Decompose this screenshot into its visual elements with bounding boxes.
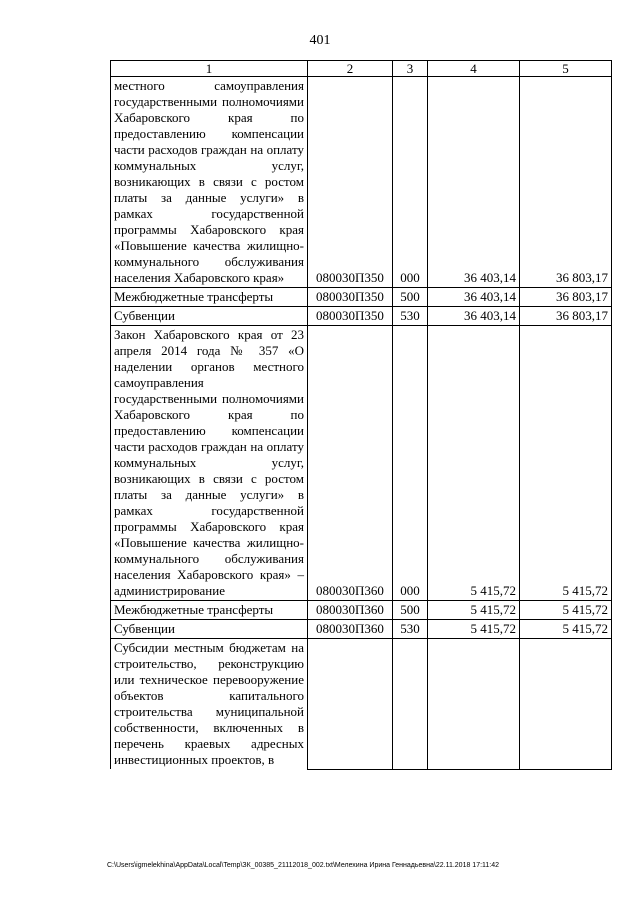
row-value-5: 36 803,17 <box>520 77 612 288</box>
column-header: 4 <box>428 61 520 77</box>
row-value-4: 5 415,72 <box>428 620 520 639</box>
row-vr: 530 <box>393 620 428 639</box>
budget-table <box>110 60 612 770</box>
row-code: 080030П360 <box>308 601 393 620</box>
row-vr: 000 <box>393 77 428 288</box>
row-value-5: 5 415,72 <box>520 326 612 601</box>
row-vr <box>393 639 428 770</box>
row-value-4: 36 403,14 <box>428 77 520 288</box>
table-row <box>111 601 612 620</box>
row-value-4: 36 403,14 <box>428 307 520 326</box>
row-code: 080030П360 <box>308 620 393 639</box>
table-row <box>111 77 612 288</box>
row-name: Субвенции <box>111 307 308 326</box>
row-value-4: 5 415,72 <box>428 601 520 620</box>
row-vr: 000 <box>393 326 428 601</box>
file-path-footer: C:\Users\igmelekhina\AppData\Local\Temp\ЗК_00385_21112018_002.txt\Мелехина Ирина Геннадьевна\22.11.2018 17:11:42 <box>107 862 500 869</box>
row-code: 080030П350 <box>308 77 393 288</box>
table-row <box>111 326 612 601</box>
row-name: Межбюджетные трансферты <box>111 601 308 620</box>
row-value-5: 5 415,72 <box>520 620 612 639</box>
column-header: 1 <box>111 61 308 77</box>
row-name: местного самоуправления государственными полномочиями Хабаровского края по предоставлению компенсации части расходов граждан на оплату коммунальных услуг, возникающих в связи с ростом платы за данные услуги» в рамках государственной программы Хабаровского края «Повышение качества жилищно-коммунального обслуживания населения Хабаровского края» <box>111 77 308 288</box>
row-code: 080030П350 <box>308 307 393 326</box>
row-value-5 <box>520 639 612 770</box>
row-value-5: 36 803,17 <box>520 288 612 307</box>
table-header-row <box>111 61 612 77</box>
row-name: Межбюджетные трансферты <box>111 288 308 307</box>
column-header: 5 <box>520 61 612 77</box>
row-value-5: 36 803,17 <box>520 307 612 326</box>
column-header: 3 <box>393 61 428 77</box>
table-row <box>111 288 612 307</box>
row-name: Закон Хабаровского края от 23 апреля 2014 года № 357 «О наделении органов местного самоуправления государственными полномочиями Хабаровского края по предоставлению компенсации части расходов граждан на оплату коммунальных услуг, возникающих в связи с ростом платы за данные услуги» в рамках государственной программы Хабаровского края «Повышение качества жилищно-коммунального обслуживания населения Хабаровского края» – администрирование <box>111 326 308 601</box>
row-name: Субвенции <box>111 620 308 639</box>
row-value-4: 5 415,72 <box>428 326 520 601</box>
row-code <box>308 639 393 770</box>
table-row <box>111 620 612 639</box>
row-vr: 500 <box>393 601 428 620</box>
row-code: 080030П360 <box>308 326 393 601</box>
row-vr: 530 <box>393 307 428 326</box>
row-name: Субсидии местным бюджетам на строительство, реконструкцию или техническое перевооружение объектов капитального строительства муниципальной собственности, включенных в перечень краевых адресных инвестиционных проектов, в <box>111 639 308 770</box>
row-value-4: 36 403,14 <box>428 288 520 307</box>
page-number: 401 <box>309 33 331 48</box>
table-row <box>111 639 612 770</box>
row-vr: 500 <box>393 288 428 307</box>
row-value-5: 5 415,72 <box>520 601 612 620</box>
row-value-4 <box>428 639 520 770</box>
column-header: 2 <box>308 61 393 77</box>
row-code: 080030П350 <box>308 288 393 307</box>
table-row <box>111 307 612 326</box>
